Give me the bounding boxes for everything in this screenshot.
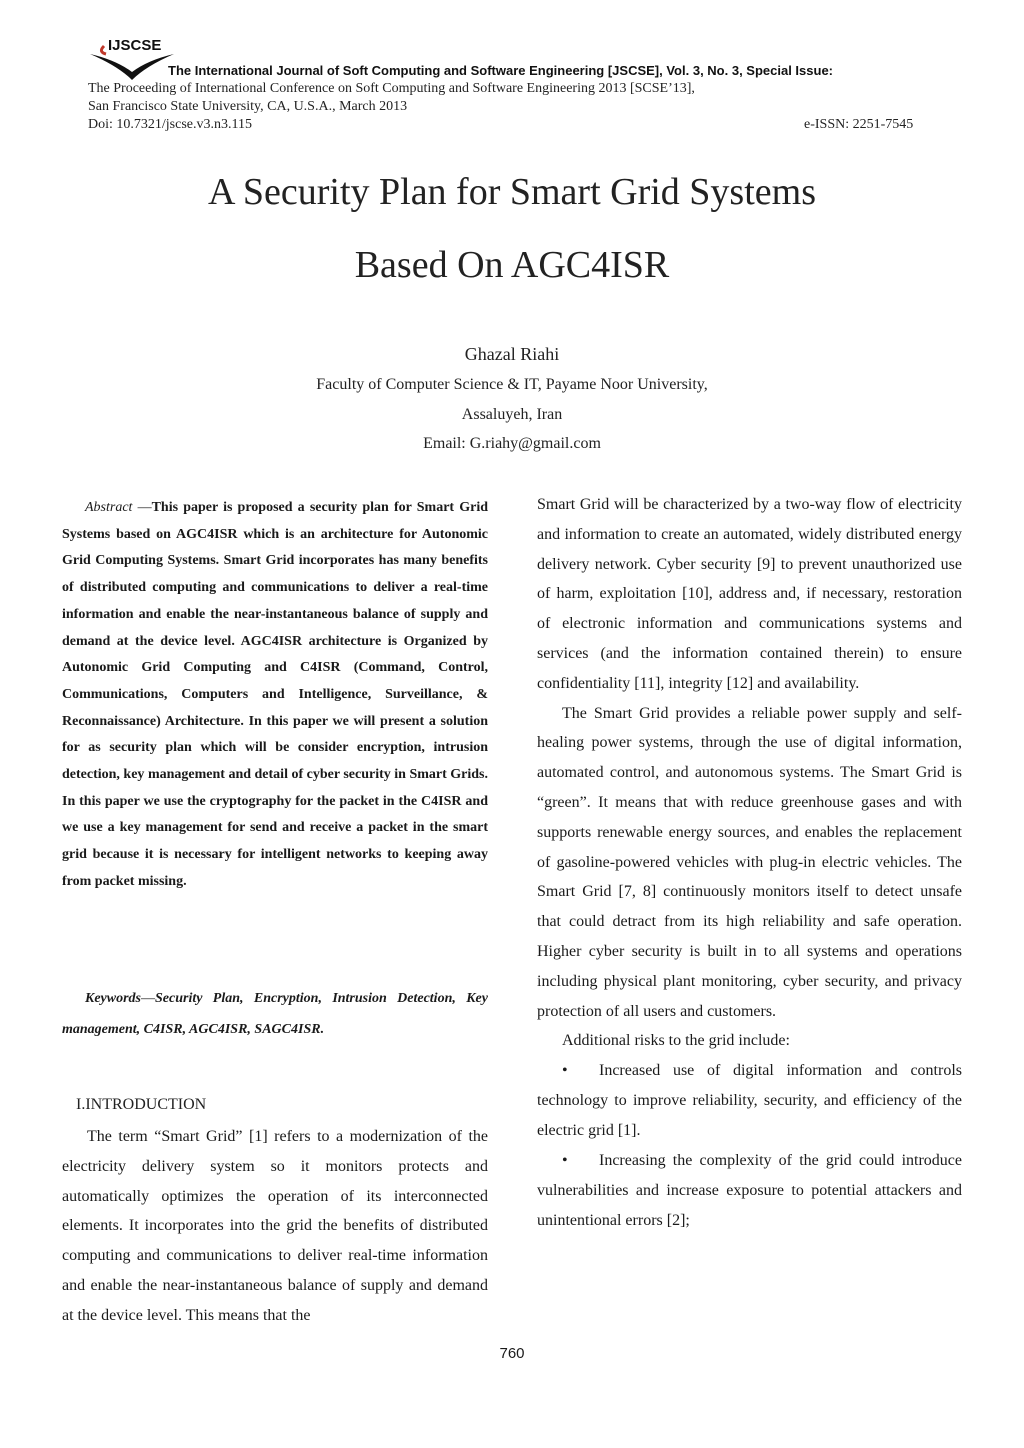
bullet-icon: • bbox=[562, 1062, 568, 1080]
introduction-body bbox=[62, 1122, 488, 1331]
keywords-text: Security Plan, Encryption, Intrusion Detection, Key management, C4ISR, AGC4ISR, SAGC4ISR. bbox=[62, 991, 488, 1037]
doi: Doi: 10.7321/jscse.v3.n3.115 bbox=[88, 117, 252, 132]
right-paragraph-1: Smart Grid will be characterized by a two-way flow of electricity and information to create an automated, widely distributed energy delivery network. Cyber security [9] to prevent unauthorized use of harm, exploitation [10], address and, if necessary, restoration of electronic information and communications systems and services (and the information contained therein) to ensure confidentiality [11], integrity [12] and availability. bbox=[537, 496, 962, 692]
bullet-text-1: Increased use of digital information and controls technology to improve reliability, security, and efficiency of the electric grid [1]. bbox=[537, 1062, 962, 1140]
paper-title-line1: A Security Plan for Smart Grid Systems bbox=[208, 171, 816, 213]
bullet-item-2 bbox=[537, 1146, 962, 1236]
author-email: Email: G.riahy@gmail.com bbox=[423, 435, 601, 452]
abstract-dash: — bbox=[132, 500, 152, 515]
author-location: Assaluyeh, Iran bbox=[461, 406, 563, 423]
paper-title-line2: Based On AGC4ISR bbox=[354, 244, 670, 286]
bullet-icon: • bbox=[562, 1152, 568, 1170]
right-paragraph-2: The Smart Grid provides a reliable power supply and self-healing power systems, through the use of digital information, automated control, and autonomous systems. The Smart Grid is “green”. It means that with reduce greenhouse gases and with supports renewable energy sources, and enables the replacement of gasoline-powered vehicles with plug-in electric vehicles. The Smart Grid [7, 8] continuously monitors itself to detect unsafe that could detract from its high reliability and safe operation. Higher cyber security is built in to all systems and operations including physical plant monitoring, cyber security, and privacy protection of all users and customers. bbox=[537, 704, 962, 1020]
abstract-label: Abstract bbox=[85, 500, 133, 515]
journal-logo bbox=[88, 32, 176, 84]
bullet-text-2: Increasing the complexity of the grid could introduce vulnerabilities and increase exposure to potential attackers and unintentional errors [2]; bbox=[537, 1152, 962, 1230]
keywords-dash: — bbox=[141, 991, 155, 1006]
right-column bbox=[537, 490, 962, 1236]
keywords-section bbox=[62, 983, 488, 1045]
abstract-text: This paper is proposed a security plan for Smart Grid Systems based on AGC4ISR which is an architecture for Autonomic Grid Computing Systems. Smart Grid incorporates has many benefits of distributed computing and communications to deliver a real-time information and enable the near-instantaneous balance of supply and demand at the device level. AGC4ISR architecture is Organized by Autonomic Grid Computing and C4ISR (Command, Control, Communications, Computers and Intelligence, Surveillance, & Reconnaissance) Architecture. In this paper we will present a solution for as security plan which will be consider encryption, intrusion detection, key management and detail of cyber security in Smart Grids. In this paper we use the cryptography for the packet in the C4ISR and we use a key management for send and receive a packet in the smart grid because it is necessary for intelligent networks to keeping away from packet missing. bbox=[62, 500, 488, 889]
journal-line: The International Journal of Soft Computing and Software Engineering [JSCSE], Vol. 3, No. 3, Special Issue: bbox=[168, 63, 834, 78]
logo-text: IJSCSE bbox=[108, 37, 162, 54]
right-paragraph-3: Additional risks to the grid include: bbox=[562, 1032, 790, 1050]
keywords-label: Keywords bbox=[85, 991, 141, 1006]
introduction-paragraph: The term “Smart Grid” [1] refers to a modernization of the electricity delivery system so it monitors protects and automatically optimizes the operation of its interconnected elements. It incorporates into the grid the benefits of distributed computing and communications to deliver real-time information and enable the near-instantaneous balance of supply and demand at the device level. This means that the bbox=[62, 1128, 488, 1324]
proceeding-line: The Proceeding of International Conference on Soft Computing and Software Engineering 2013 [SCSE’13], bbox=[88, 81, 695, 96]
location-line: San Francisco State University, CA, U.S.A., March 2013 bbox=[88, 99, 408, 114]
section-heading-introduction: I.INTRODUCTION bbox=[76, 1096, 207, 1113]
bullet-item-1 bbox=[537, 1056, 962, 1146]
page-number: 760 bbox=[499, 1345, 525, 1362]
author-name: Ghazal Riahi bbox=[464, 344, 560, 364]
eissn: e-ISSN: 2251-7545 bbox=[804, 117, 914, 132]
keywords-paragraph bbox=[62, 983, 488, 1045]
author-affiliation: Faculty of Computer Science & IT, Payame Noor University, bbox=[316, 376, 708, 393]
abstract-paragraph bbox=[62, 495, 488, 896]
abstract-section bbox=[62, 495, 488, 896]
